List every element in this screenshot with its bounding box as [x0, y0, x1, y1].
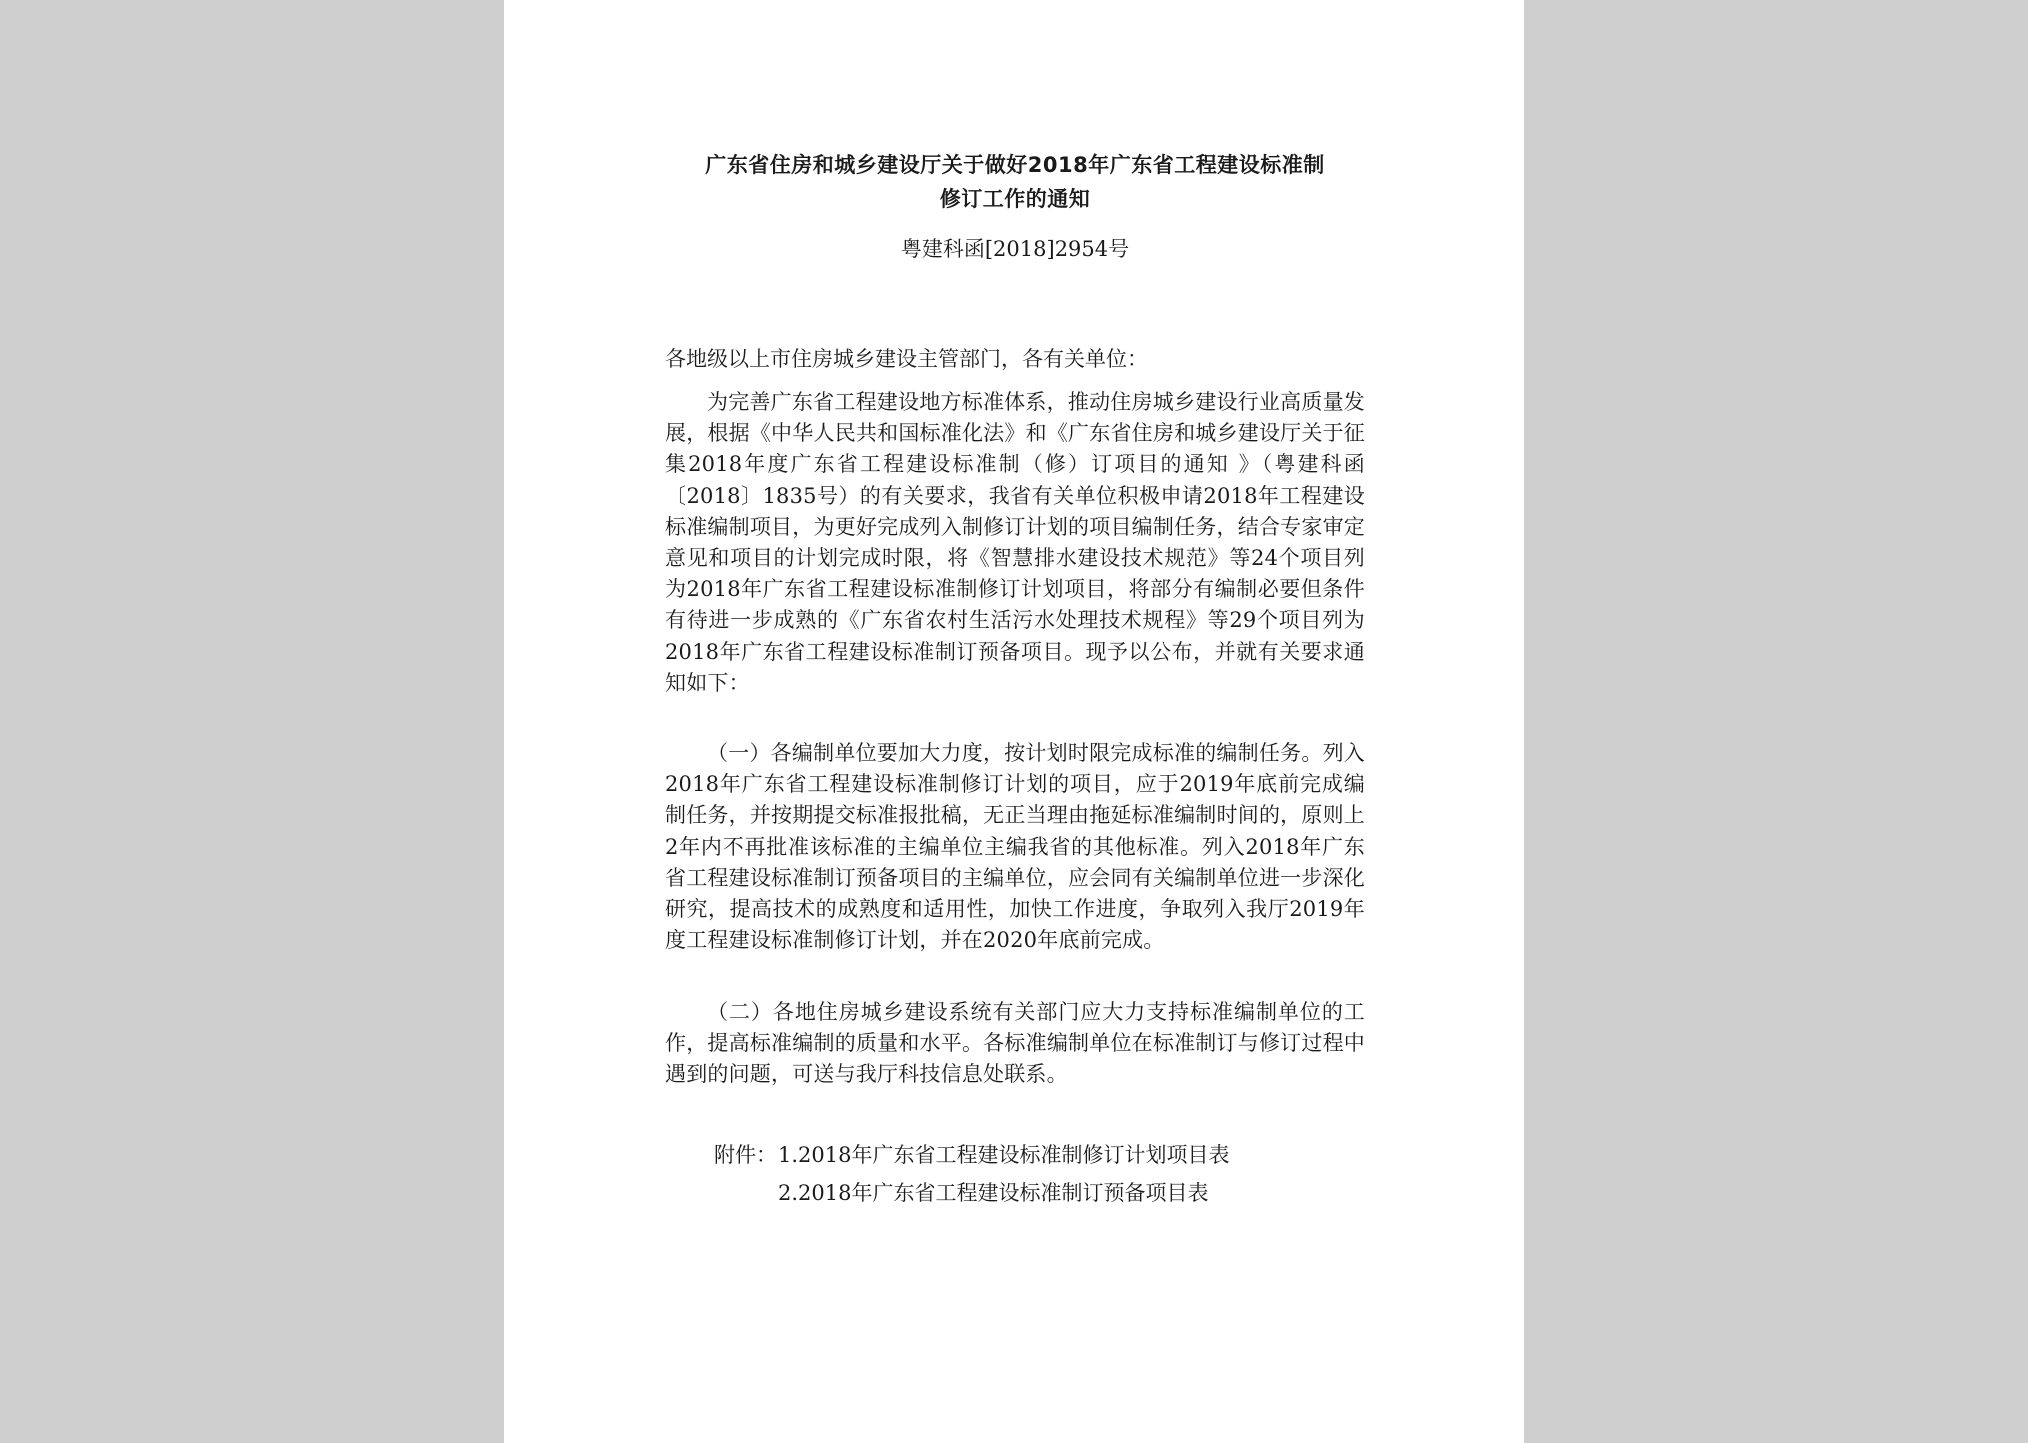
paragraph-requirement-1: （一）各编制单位要加大力度，按计划时限完成标准的编制任务。列入2018年广东省工程建设标准制修订计划的项目，应于2019年底前完成编制任务，并按期提交标准报批稿，无正当理由拖延标准编制时间的，原则上2年内不再批准该标准的主编单位主编我省的其他标准。列入2018年广东省工程建设标准制订预备项目的主编单位，应会同有关编制单位进一步深化研究，提高技术的成熟度和适用性，加快工作进度，争取列入我厅2019年度工程建设标准制修订计划，并在2020年底前完成。: [665, 741, 1365, 953]
attachments-label: 附件：: [714, 1143, 777, 1167]
attachment-row: [714, 1136, 1229, 1174]
title-line-1: 广东省住房和城乡建设厅关于做好2018年广东省工程建设标准制: [705, 153, 1325, 177]
attachment-row: [714, 1174, 1229, 1212]
attachment-item-1: 1.2018年广东省工程建设标准制修订计划项目表: [778, 1143, 1230, 1167]
paragraph-requirement-2: （二）各地住房城乡建设系统有关部门应大力支持标准编制单位的工作，提高标准编制的质量和水平。各标准编制单位在标准制订与修订过程中遇到的问题，可送与我厅科技信息处联系。: [665, 1000, 1365, 1087]
attachment-item-2: 2.2018年广东省工程建设标准制订预备项目表: [778, 1181, 1209, 1205]
paragraph-intro: 为完善广东省工程建设地方标准体系，推动住房城乡建设行业高质量发展，根据《中华人民共和国标准化法》和《广东省住房和城乡建设厅关于征集2018年度广东省工程建设标准制（修）订项目的通知 》（粤建科函〔2018〕1835号）的有关要求，我省有关单位积极申请2018年工程建设标准编制项目，为更好完成列入制修订计划的项目编制任务，结合专家审定意见和项目的计划完成时限，将《智慧排水建设技术规范》等24个项目列为2018年广东省工程建设标准制修订计划项目，将部分有编制必要但条件有待进一步成熟的《广东省农村生活污水处理技术规程》等29个项目列为2018年广东省工程建设标准制订预备项目。现予以公布，并就有关要求通知如下：: [665, 390, 1365, 695]
salutation: 各地级以上市住房城乡建设主管部门，各有关单位：: [665, 347, 1148, 371]
document-page: [504, 0, 1524, 1443]
title-line-2: 修订工作的通知: [939, 187, 1091, 211]
document-number: 粤建科函[2018]2954号: [900, 237, 1130, 261]
attachments-section: [714, 1136, 1229, 1212]
document-title: [665, 148, 1365, 216]
